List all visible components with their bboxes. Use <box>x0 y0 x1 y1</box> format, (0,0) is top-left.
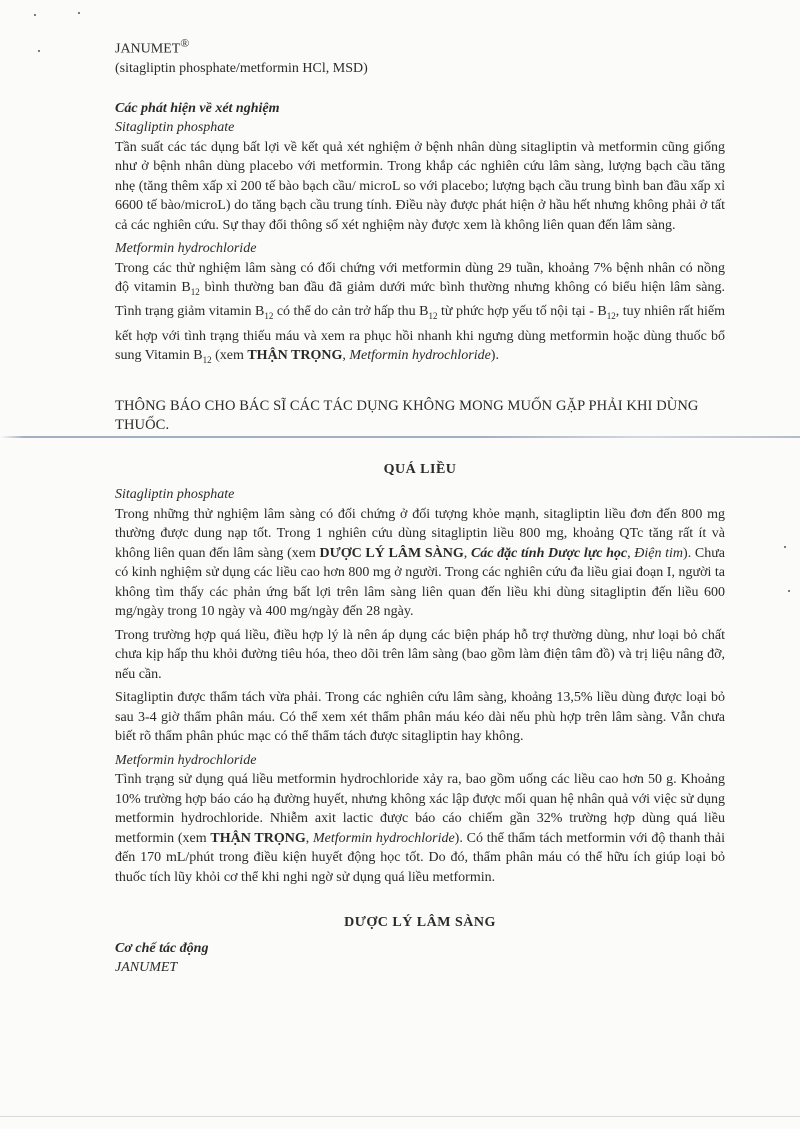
mechanism-drug-name: JANUMET <box>115 960 178 976</box>
lab-findings-heading: Các phát hiện về xét nghiệm <box>115 100 280 116</box>
footer-rule <box>0 1116 800 1117</box>
lab-metformin-subheading: Metformin hydrochloride <box>115 241 257 257</box>
lab-sitagliptin-subheading: Sitagliptin phosphate <box>115 120 235 136</box>
overdose-metformin-subheading: Metformin hydrochloride <box>115 752 257 768</box>
brand-name: JANUMET® <box>115 37 190 57</box>
overdose-paragraph-4: Tình trạng sử dụng quá liều metformin hydrochloride xảy ra, bao gồm uống các liều cao hơn 50 g. Khoảng 10% trường hợp báo cáo hạ đường huyết, nhưng không xác lập được mối quan hệ nhân quả với việc sử dụng metformin hydrochloride. Nhiễm axit lactic được báo cáo chiếm gần 32% trường hợp dùng quá liều metformin (xem THẬN TRỌNG, Metformin hydrochloride). Có thể thẩm tách metformin với độ thanh thải đến 170 mL/phút trong điều kiện huyết động học tốt. Do đó, thẩm phân máu có thể hữu ích giúp loại bỏ thuốc tích lũy khỏi cơ thể khi nghi ngờ sử dụng quá liều metformin. <box>115 772 725 885</box>
clinical-pharmacology-heading: DƯỢC LÝ LÂM SÀNG <box>344 915 496 931</box>
lab-sitagliptin-paragraph: Tần suất các tác dụng bất lợi về kết quả xét nghiệm ở bệnh nhân dùng sitagliptin và metformin cũng giống như ở bệnh nhân dùng placebo với metformin. Trong khắp các nghiên cứu lâm sàng, lượng bạch cầu tăng nhẹ (tăng thêm xấp xỉ 200 tế bào bạch cầu/ microL so với placebo; lượng bạch cầu trung bình ban đầu xấp xỉ 6600 tế bào/microL) do tăng bạch cầu trung tính. Điều này được phát hiện ở hầu hết nhưng không phải ở tất cả các nghiên cứu. Sự thay đổi thông số xét nghiệm này được xem là không liên quan đến lâm sàng. <box>115 139 725 233</box>
overdose-paragraph-1: Trong những thử nghiệm lâm sàng có đối chứng ở đối tượng khỏe mạnh, sitagliptin liều đơn đến 800 mg thường được dung nạp tốt. Trong 1 nghiên cứu dùng sitagliptin liều 800 mg, khoảng QTc tăng rất ít và không liên quan đến lâm sàng (xem DƯỢC LÝ LÂM SÀNG, Các đặc tính Dược lực học, Điện tim). Chưa có kinh nghiệm sử dụng các liều cao hơn 800 mg ở người. Trong các nghiên cứu đa liều giai đoạn I, người ta không tìm thấy các phản ứng bất lợi trên lâm sàng liên quan đến liều khi dùng sitagliptin đến liều 600 mg/ngày trong 10 ngày và 400 mg/ngày đến 28 ngày. <box>115 506 726 620</box>
document-page <box>115 34 725 978</box>
overdose-paragraph-3: Sitagliptin được thẩm tách vừa phải. Trong các nghiên cứu lâm sàng, khoảng 13,5% liều dùng được loại bỏ sau 3-4 giờ thẩm phân máu. Có thể xem xét thẩm phân máu kéo dài nếu phù hợp trên lâm sàng. Vẫn chưa biết rõ thẩm phân phúc mạc có thể thẩm tách được sitagliptin hay không. <box>115 690 725 745</box>
overdose-sitagliptin-subheading: Sitagliptin phosphate <box>115 487 235 503</box>
brand-subtitle: (sitagliptin phosphate/metformin HCl, MSD) <box>115 61 368 77</box>
adverse-effects-notice: THÔNG BÁO CHO BÁC SĨ CÁC TÁC DỤNG KHÔNG MONG MUỐN GẶP PHẢI KHI DÙNG THUỐC. <box>115 397 699 434</box>
document-header <box>115 34 725 79</box>
overdose-heading: QUÁ LIỀU <box>383 461 457 477</box>
overdose-paragraph-2: Trong trường hợp quá liều, điều hợp lý là nên áp dụng các biện pháp hỗ trợ thường dùng, như loại bỏ chất chưa kịp hấp thu khỏi đường tiêu hóa, theo dõi trên lâm sàng (bao gồm làm điện tâm đồ) và trị liệu nâng đỡ, nếu cần. <box>115 627 725 682</box>
mechanism-heading: Cơ chế tác động <box>115 940 209 956</box>
lab-metformin-paragraph: Trong các thử nghiệm lâm sàng có đối chứng với metformin dùng 29 tuần, khoảng 7% bệnh nhân có nồng độ vitamin $B_{12}$ bình thường ban đầu đã giảm dưới mức bình thường nhưng không có biểu hiện lâm sàng. Tình trạng giảm vitamin $B_{12}$ có thể do cản trở hấp thu $B_{12}$ từ phức hợp yếu tố nội tại - $B_{12}$, tuy nhiên rất hiếm kết hợp với tình trạng thiếu máu và xem ra phục hồi nhanh khi ngưng dùng metformin hoặc dùng thuốc bổ sung Vitamin $B_{12}$ (xem THẬN TRỌNG, Metformin hydrochloride). <box>115 260 725 366</box>
